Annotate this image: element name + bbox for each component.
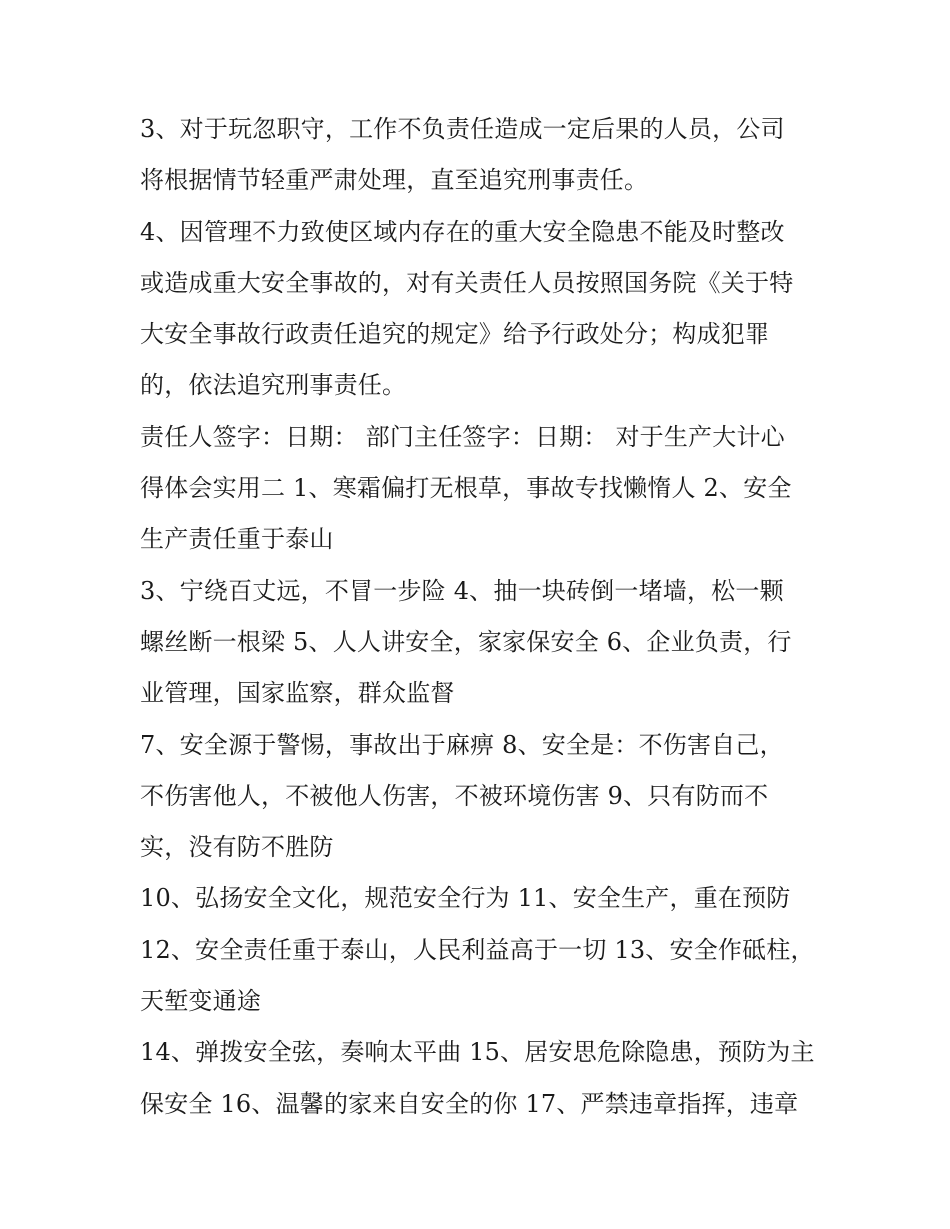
text-line: 责任人签字：日期： 部门主任签字：日期： 对于生产大计心 xyxy=(140,422,785,451)
text-line: 将根据情节轻重严肃处理，直至追究刑事责任。 xyxy=(140,166,649,195)
text-line: 3、宁绕百丈远，不冒一步险 4、抽一块砖倒一堵墙，松一颗 xyxy=(140,576,784,605)
text-line: 12、安全责任重于泰山，人民利益高于一切 13、安全作砥柱， xyxy=(140,935,815,964)
text-line: 业管理，国家监察，群众监督 xyxy=(140,679,455,708)
text-line: 天堑变通途 xyxy=(140,987,261,1016)
text-line: 保安全 16、温馨的家来自安全的你 17、严禁违章指挥，违章 xyxy=(140,1089,799,1118)
text-line: 生产责任重于泰山 xyxy=(140,525,334,554)
document-body xyxy=(140,104,820,1130)
text-line: 4、因管理不力致使区域内存在的重大安全隐患不能及时整改 xyxy=(140,217,785,246)
text-line: 3、对于玩忽职守，工作不负责任造成一定后果的人员，公司 xyxy=(140,115,785,143)
text-line: 实，没有防不胜防 xyxy=(140,833,334,862)
text-line: 大安全事故行政责任追究的规定》给予行政处分；构成犯罪 xyxy=(140,320,770,349)
text-line: 不伤害他人，不被他人伤害，不被环境伤害 9、只有防而不 xyxy=(140,781,769,810)
text-line: 7、安全源于警惕，事故出于麻痹 8、安全是：不伤害自己， xyxy=(140,730,784,759)
text-line: 螺丝断一根梁 5、人人讲安全，家家保安全 6、企业负责，行 xyxy=(140,627,792,656)
text-line: 的，依法追究刑事责任。 xyxy=(140,371,407,400)
text-line: 或造成重大安全事故的，对有关责任人员按照国务院《关于特 xyxy=(140,268,794,297)
text-line: 10、弘扬安全文化，规范安全行为 11、安全生产，重在预防 xyxy=(140,884,791,913)
text-line: 14、弹拨安全弦，奏响太平曲 15、居安思危除隐患，预防为主 xyxy=(140,1038,815,1067)
text-line: 得体会实用二 1、寒霜偏打无根草，事故专找懒惰人 2、安全 xyxy=(140,474,792,503)
